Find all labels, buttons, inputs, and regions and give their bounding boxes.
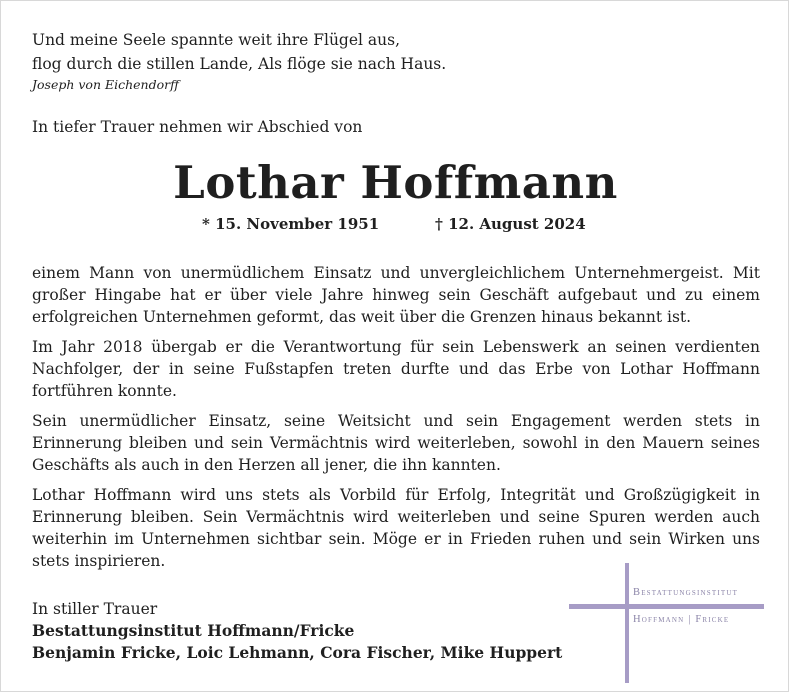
mourner-names: Benjamin Fricke, Loic Lehmann, Cora Fischer, Mike Huppert (32, 643, 563, 662)
logo-line-1: Bestattungsinstitut (633, 587, 739, 598)
verse-author: Joseph von Eichendorff (32, 77, 179, 92)
cross-horizontal-bar (569, 604, 764, 609)
birth-date: * 15. November 1951 (202, 215, 380, 233)
verse-line-1: Und meine Seele spannte weit ihre Flügel aus, (32, 31, 401, 49)
logo-line-2: Hoffmann | Fricke (633, 614, 730, 625)
paragraph: einem Mann von unermüdlichem Einsatz und unvergleichlichem Unternehmergeist. Mit großer Hingabe hat er über viele Jahre hinweg sein Geschäft aufgebaut und zu einem erfolgreichen Unternehmen geformt, das weit über die Grenzen hinaus bekannt ist. (32, 264, 760, 326)
deceased-name: Lothar Hoffmann (173, 156, 618, 209)
cross-vertical-bar (625, 563, 629, 683)
funeral-home-logo (569, 563, 764, 683)
poem-verse (32, 28, 760, 76)
paragraph: Sein unermüdlicher Einsatz, seine Weitsicht und sein Engagement werden stets in Erinnerung bleiben und sein Vermächtnis wird weiterleben, sowohl in den Mauern seines Geschäfts als auch in den Herzen all jener, die ihn kannten. (32, 412, 760, 474)
closing-intro: In stiller Trauer (32, 600, 158, 618)
company-name: Bestattungsinstitut Hoffmann/Fricke (32, 621, 355, 640)
intro-text: In tiefer Trauer nehmen wir Abschied von (32, 118, 363, 136)
verse-line-2: flog durch die stillen Lande, Als flöge sie nach Haus. (32, 55, 447, 73)
paragraph: Im Jahr 2018 übergab er die Verantwortung für sein Lebenswerk an seinen verdienten Nachfolger, der in seine Fußstapfen treten durfte und das Erbe von Lothar Hoffmann fortführen konnte. (32, 338, 760, 400)
death-date: † 12. August 2024 (435, 215, 586, 233)
paragraph: Lothar Hoffmann wird uns stets als Vorbild für Erfolg, Integrität und Großzügigkeit in Erinnerung bleiben. Sein Vermächtnis wird weiterleben und seine Spuren werden auch weiterhin im Unternehmen sichtbar sein. Möge er in Frieden ruhen und sein Wirken uns stets inspirieren. (32, 486, 760, 570)
obituary-body (32, 262, 760, 580)
